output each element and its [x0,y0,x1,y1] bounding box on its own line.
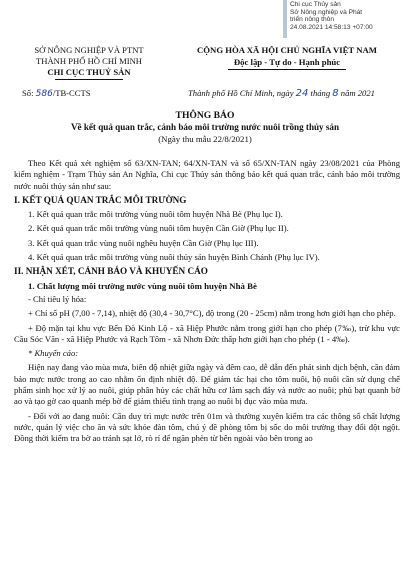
agency-line-1: SỞ NÔNG NGHIỆP VÀ PTNT [34,45,144,55]
sampling-date-note: (Ngày thu mẫu 22/8/2021) [158,133,252,144]
date-month: 8 [332,88,339,99]
stamp-line: Chi cục Thủy sản [290,1,341,8]
digital-signature-stamp [290,1,373,31]
document-body [14,158,400,448]
list-item: 1. Kết quả quan trắc môi trường vùng nuôi tôm huyện Nhà Bè (Phụ lục I). [28,209,283,220]
year-text: năm 2021 [338,88,375,98]
place-date [188,88,375,99]
recommendation-heading: * Khuyến cáo: [28,348,79,359]
document-number [22,88,91,99]
doc-number-handwritten: 586 [35,89,53,99]
agency-name: CHI CỤC THUỶ SẢN [47,67,131,77]
paragraph: Hiện nay đang vào mùa mưa, biên độ nhiệt giữa ngày và đêm cao, dễ dẫn đến phát sinh dịch bệnh, cần đảm bảo mực nước trong ao cao nhằm ổn định nhiệt độ. Để giảm tác hại cho tôm nuôi, hộ nuôi cần sử dụng chế phẩm sinh học xử lý ao nuôi, giúp phân hủy các chất hữu cơ làm sạch đáy và nước ao nuôi; phủ bạt quanh bờ ao và tạo gờ cao quanh mép bờ để giảm thiểu tình trạng ao nuôi bị đục vào mùa mưa. [14,362,400,407]
motto: Độc lập - Tự do - Hạnh phúc [233,56,341,67]
country-name: CỘNG HÒA XÃ HỘI CHỦ NGHĨA VIỆT NAM [197,45,377,55]
date-day: 24 [295,88,309,99]
list-item: 3. Kết quả quan trắc vùng nuôi nghêu huyện Cần Giờ (Phụ lục III). [28,237,259,248]
motto-underline [228,69,346,70]
subsection-heading: 1. Chất lượng môi trường nước vùng nuôi tôm huyện Nhà Bè [28,280,257,291]
month-label: tháng [308,88,333,98]
doc-number-label: Số: [22,88,36,98]
document-title-block [0,110,410,145]
agency-underline [55,79,123,80]
national-motto [172,45,402,70]
document-subtitle: Về kết quả quan trắc, cảnh báo môi trường nước nuôi trồng thủy sản [70,122,340,132]
list-item: 4. Kết quả quan trắc môi trường vùng nuôi thủy sản huyện Bình Chánh (Phụ lục IV). [28,252,320,263]
paragraph: + Độ mặn tại khu vực Bến Đò Kinh Lộ - xã Hiệp Phước nằm trong giới hạn cho phép (7‰), trừ khu vực Cầu Sóc Văn - xã Hiệp Phước và Rạch Tôm - xã Nhơn Đức thấp hơn giới hạn cho phép (1 - 4‰). [14,322,400,344]
place-text: Thành phố Hồ Chí Minh, ngày [188,88,296,98]
paragraph: - Chỉ tiêu lý hóa: [28,293,87,304]
doc-number-suffix: /TB-CCTS [52,88,91,98]
stamp-timestamp: 24.08.2021 14:58:13 +07:00 [290,23,373,31]
stamp-line: triển nông thôn [290,16,334,24]
section-heading: II. NHẬN XÉT, CẢNH BÁO VÀ KHUYẾN CÁO [14,266,208,277]
signature-stamp-bar [283,0,287,38]
stamp-line: Sở Nông nghiệp và Phát [290,8,363,16]
intro-paragraph: Theo Kết quả xét nghiệm số 63/XN-TAN; 64/XN-TAN và số 65/XN-TAN ngày 23/08/2021 của Phòng kiểm nghiệm - Trạm Thủy sản An Nghĩa, Chi cục Thủy sản thông báo kết quả quan trắc, cảnh báo môi trường nước nuôi thủy sản như sau: [14,158,400,191]
issuing-agency [14,45,164,80]
list-item: 2. Kết quả quan trắc môi trường vùng nuôi tôm huyện Cần Giờ (Phụ lục II). [28,223,289,234]
agency-line-2: THÀNH PHỐ HỒ CHÍ MINH [36,56,142,66]
paragraph: - Đối với ao đang nuôi: Cần duy trì mực nước trên 01m và thường xuyên kiểm tra các thông số chất lượng nước, quản lý việc cho ăn và sức khỏe đàn tôm, chú ý đề phòng tôm bị sốc do môi trường thay đổi đột ngột. Đồng thời kiểm tra bờ ao tránh sạt lở, rò rỉ để ngăn phèn từ bên ngoài vào bên trong ao [14,410,400,444]
paragraph: + Chỉ số pH (7,00 - 7,14), nhiệt độ (30,4 - 30,7°C), độ trong (20 - 25cm) nằm trong hơn giới hạn cho phép. [28,308,396,319]
section-heading: I. KẾT QUẢ QUAN TRẮC MÔI TRƯỜNG [14,194,187,205]
document-title: THÔNG BÁO [175,110,235,121]
